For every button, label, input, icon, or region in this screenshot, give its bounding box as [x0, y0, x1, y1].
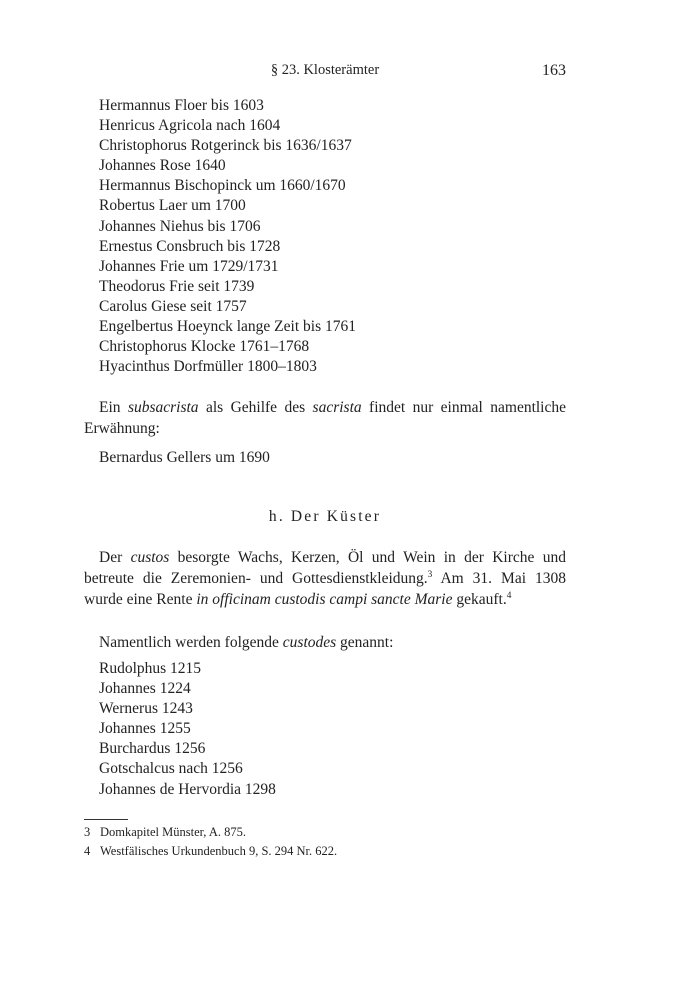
list-item: Rudolphus 1215 — [99, 660, 202, 677]
custodes-intro: Namentlich werden folgende custodes genannt: — [99, 634, 394, 651]
list-item: Johannes Frie um 1729/1731 — [99, 257, 279, 275]
subsacrista-paragraph: Ein subsacrista als Gehilfe des sacrista findet nur einmal namentliche Erwähnung: — [84, 399, 566, 437]
custodes-list — [99, 659, 276, 800]
sacristae-list — [99, 96, 356, 377]
list-item: Hermannus Floer bis 1603 — [99, 97, 264, 114]
section-heading: h. Der Küster — [268, 508, 382, 525]
list-item: Wernerus 1243 — [99, 700, 193, 718]
running-title: § 23. Klosterämter — [270, 62, 380, 78]
footnote-ref-3[interactable]: 3 — [427, 569, 433, 580]
list-item: Bernardus Gellers um 1690 — [99, 449, 270, 466]
list-item: Johannes 1224 — [99, 680, 191, 698]
list-item: Theodorus Frie seit 1739 — [99, 277, 255, 295]
footnote: 4 Westfälisches Urkundenbuch 9, S. 294 Nr. 622. — [84, 844, 338, 858]
list-item: Ernestus Consbruch bis 1728 — [99, 237, 281, 255]
list-item: Johannes 1255 — [99, 720, 191, 738]
list-item: Engelbertus Hoeynck lange Zeit bis 1761 — [99, 318, 356, 336]
list-item: Johannes de Hervordia 1298 — [99, 780, 276, 798]
list-item: Christophorus Rotgerinck bis 1636/1637 — [99, 137, 352, 155]
list-item: Hyacinthus Dorfmüller 1800–1803 — [99, 358, 317, 376]
list-item: Johannes Rose 1640 — [99, 157, 226, 175]
list-item: Carolus Giese seit 1757 — [99, 297, 247, 315]
list-item: Hermannus Bischopinck um 1660/1670 — [99, 177, 346, 195]
subsacristae-list — [99, 448, 270, 468]
page-number: 163 — [542, 62, 566, 79]
list-item: Christophorus Klocke 1761–1768 — [99, 338, 310, 356]
footnotes — [84, 823, 337, 861]
list-item: Robertus Laer um 1700 — [99, 197, 246, 215]
custos-paragraph: Der custos besorgte Wachs, Kerzen, Öl und Wein in der Kirche und betreute die Zeremonien- und Gottesdienstkleidung.$^3$ Am 31. Mai 1308 wurde eine Rente in officinam custodis campi sancte Marie gekauft.$^4$ — [84, 549, 566, 608]
list-item: Johannes Niehus bis 1706 — [99, 217, 261, 235]
footnote-divider — [84, 819, 128, 820]
list-item: Burchardus 1256 — [99, 740, 206, 758]
running-header — [84, 62, 566, 82]
footnote-ref-4[interactable]: 4 — [506, 590, 512, 601]
list-item: Henricus Agricola nach 1604 — [99, 117, 281, 135]
list-item: Gotschalcus nach 1256 — [99, 760, 243, 778]
footnote: 3 Domkapitel Münster, A. 875. — [84, 825, 247, 839]
